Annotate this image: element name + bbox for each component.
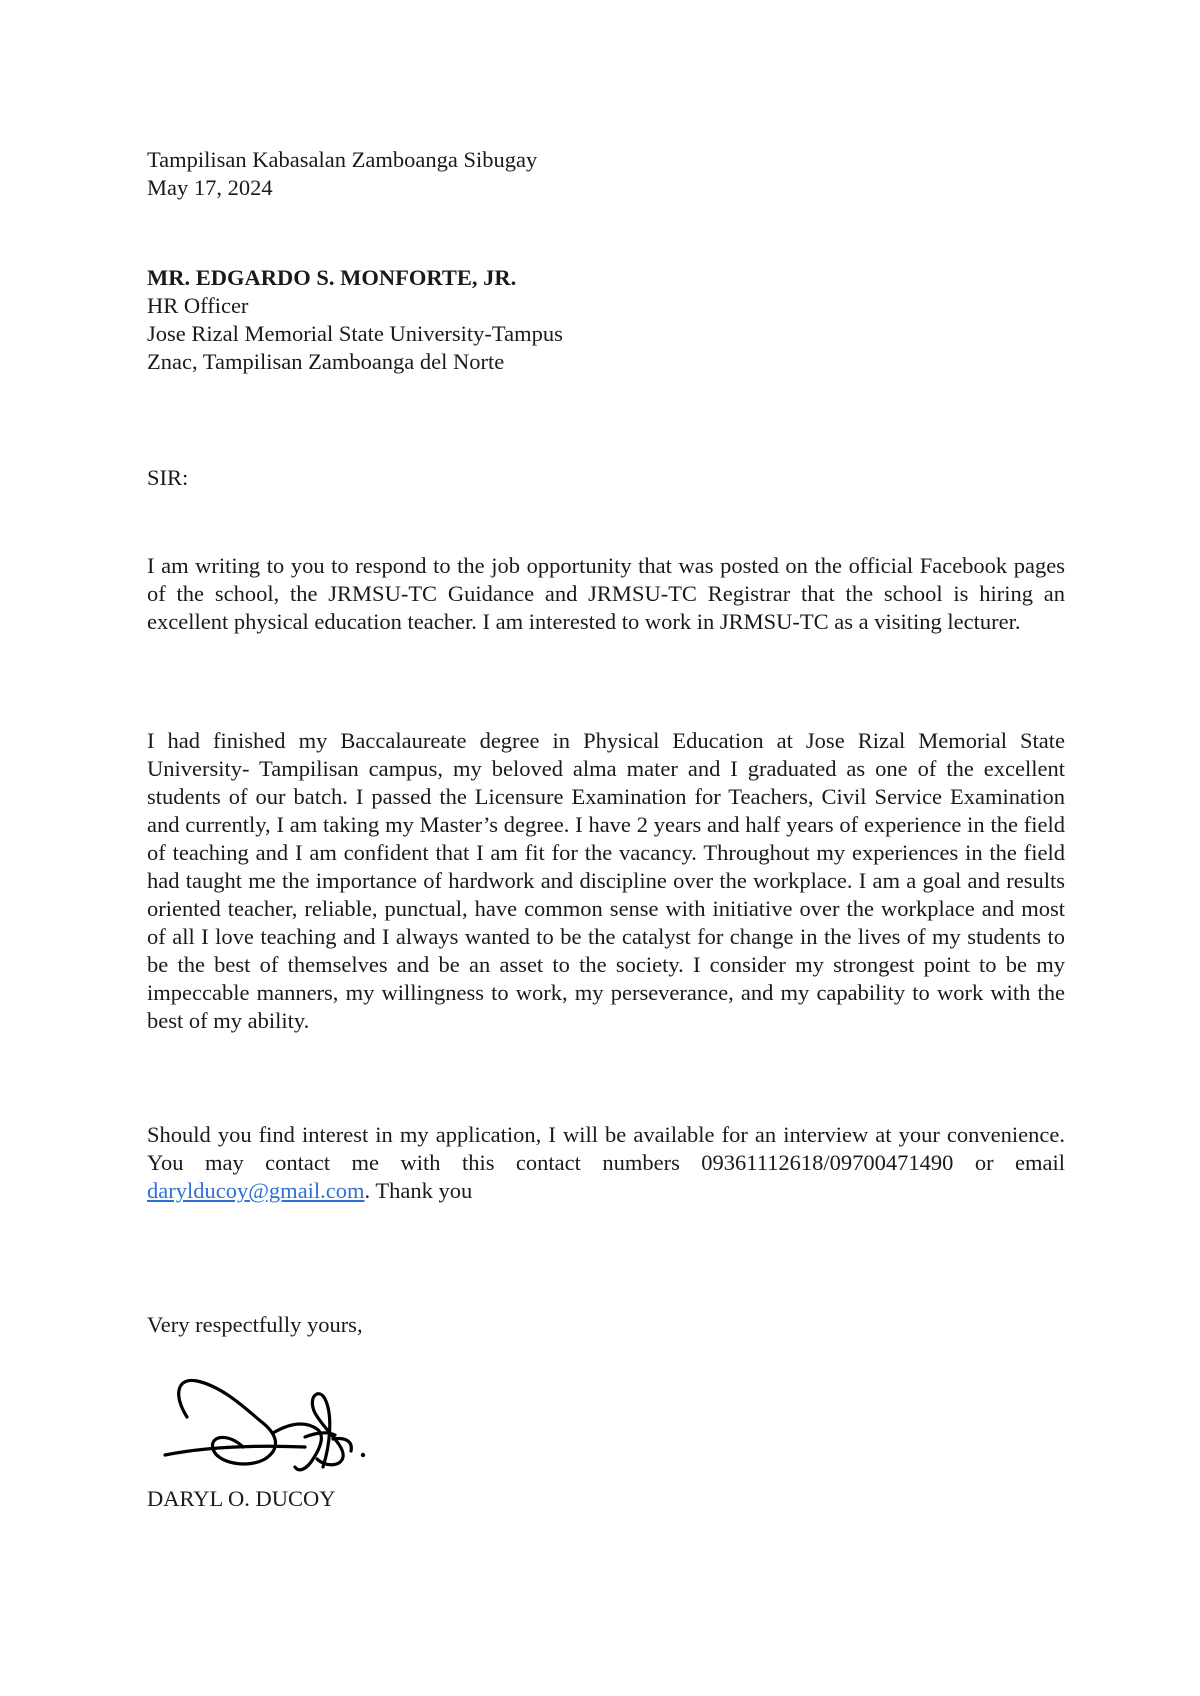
recipient-position: HR Officer (147, 293, 249, 318)
recipient-name: MR. EDGARDO S. MONFORTE, JR. (147, 265, 517, 290)
email-link[interactable]: darylducoy@gmail.com (147, 1178, 365, 1203)
signatory-block (147, 1485, 1065, 1513)
handwritten-signature-icon (155, 1375, 385, 1475)
closing (147, 1311, 1065, 1339)
signature (155, 1375, 385, 1475)
paragraph-3-closing: . Thank you (364, 1178, 473, 1203)
recipient-address: Znac, Tampilisan Zamboanga del Norte (147, 349, 505, 374)
recipient-block (147, 264, 1065, 376)
sender-address: Tampilisan Kabasalan Zamboanga Sibugay (147, 147, 538, 172)
body-paragraph-1: I am writing to you to respond to the job opportunity that was posted on the official Facebook pages of the school, the JRMSU-TC Guidance and JRMSU-TC Registrar that the school is hiring an excellent physical education teacher. I am interested to work in JRMSU-TC as a visiting lecturer. (147, 553, 1065, 634)
paragraph-3-text: Should you find interest in my application, I will be available for an interview at your convenience. You may contact me with this contact numbers 09361112618/09700471490 or email (147, 1122, 1065, 1175)
salutation (147, 464, 1065, 492)
sender-block (147, 146, 1065, 202)
recipient-organization: Jose Rizal Memorial State University-Tampus (147, 321, 563, 346)
body-paragraph-2: I had finished my Baccalaureate degree in Physical Education at Jose Rizal Memorial State University- Tampilisan campus, my beloved alma mater and I graduated as one of the excellent students of our batch. I passed the Licensure Examination for Teachers, Civil Service Examination and currently, I am taking my Master’s degree. I have 2 years and half years of experience in the field of teaching and I am confident that I am fit for the vacancy. Throughout my experiences in the field had taught me the importance of hardwork and discipline over the workplace. I am a goal and results oriented teacher, reliable, punctual, have common sense with initiative over the workplace and most of all I love teaching and I always wanted to be the catalyst for change in the lives of my students to be the best of themselves and be an asset to the society. I consider my strongest point to be my impeccable manners, my willingness to work, my perseverance, and my capability to work with the best of my ability. (147, 728, 1065, 1033)
body-paragraph-3 (147, 1121, 1065, 1205)
letter-date: May 17, 2024 (147, 175, 273, 200)
salutation-text: SIR: (147, 465, 189, 490)
closing-text: Very respectfully yours, (147, 1312, 363, 1337)
signatory-name: DARYL O. DUCOY (147, 1486, 336, 1511)
